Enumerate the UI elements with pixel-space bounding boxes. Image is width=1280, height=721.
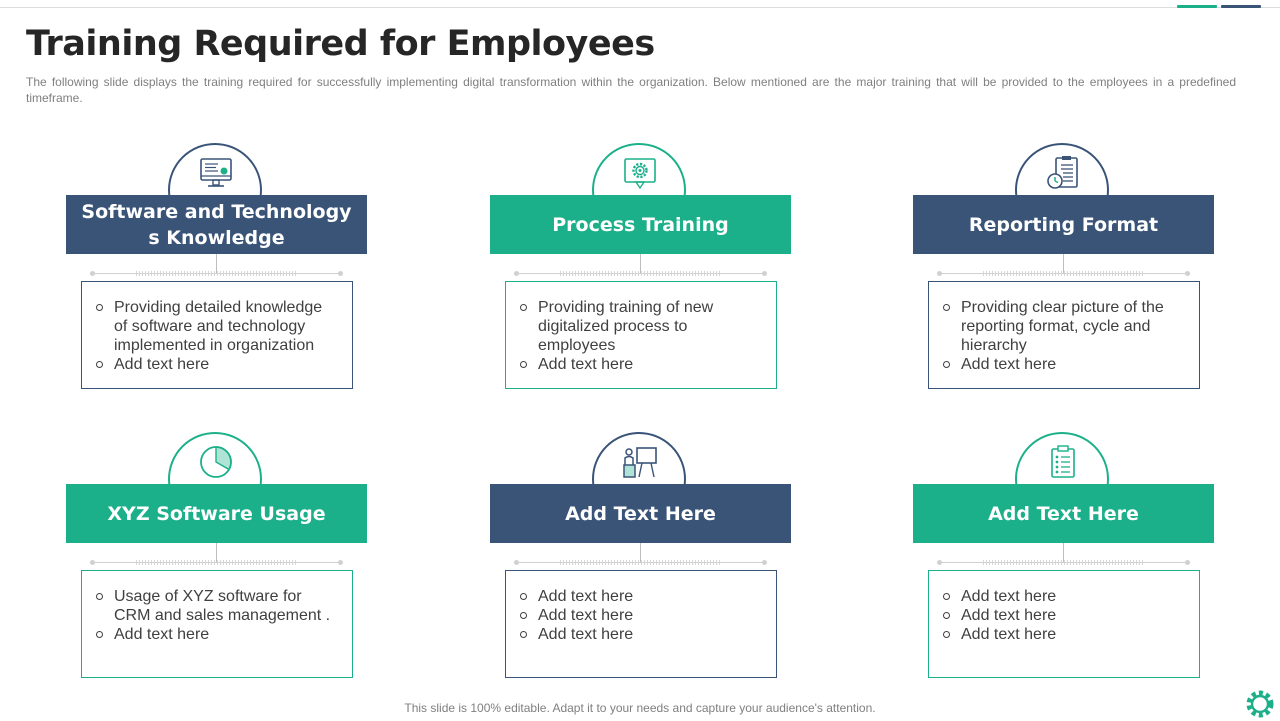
gear-icon [1243, 687, 1277, 721]
circle-bullet-icon [520, 593, 527, 600]
list-item: Add text here [520, 625, 762, 644]
circle-bullet-icon [520, 631, 527, 638]
top-accent-navy [1221, 5, 1261, 8]
bullet-list [929, 282, 1199, 374]
circle-bullet-icon [943, 612, 950, 619]
list-item: Usage of XYZ software for CRM and sales management . [96, 587, 338, 625]
divider-ruler [514, 272, 767, 275]
footer-note: This slide is 100% editable. Adapt it to your needs and capture your audience's attention. [404, 701, 876, 715]
presentation-icon [622, 444, 658, 480]
bullet-list [506, 571, 776, 644]
report-clock-icon [1045, 155, 1081, 191]
card-heading: Add Text Here [913, 484, 1214, 543]
card-details-box [928, 281, 1200, 389]
card-details-box [928, 570, 1200, 678]
circle-bullet-icon [943, 631, 950, 638]
card-heading: Process Training [490, 195, 791, 254]
training-card-process-training [490, 143, 791, 393]
list-item: Add text here [943, 606, 1185, 625]
circle-bullet-icon [520, 612, 527, 619]
list-item: Add text here [520, 355, 762, 374]
bullet-list [82, 282, 352, 374]
circle-bullet-icon [943, 361, 950, 368]
circle-bullet-icon [943, 304, 950, 311]
training-card-reporting-format [913, 143, 1214, 393]
circle-bullet-icon [520, 361, 527, 368]
circle-bullet-icon [943, 593, 950, 600]
list-item: Providing detailed knowledge of software and technology implemented in organization [96, 298, 338, 355]
clipboard-icon [1045, 444, 1081, 480]
bullet-list [82, 571, 352, 644]
bullet-list [506, 282, 776, 374]
card-details-box [505, 281, 777, 389]
card-details-box [81, 570, 353, 678]
list-item: Providing training of new digitalized process to employees [520, 298, 762, 355]
page-title: Training Required for Employees [26, 24, 655, 64]
gear-monitor-icon [622, 155, 658, 191]
training-card-xyz-software [66, 432, 367, 682]
card-heading: Add Text Here [490, 484, 791, 543]
divider-ruler [937, 272, 1190, 275]
circle-bullet-icon [96, 304, 103, 311]
circle-bullet-icon [96, 361, 103, 368]
list-item: Add text here [96, 355, 338, 374]
card-details-box [81, 281, 353, 389]
card-details-box [505, 570, 777, 678]
training-card-add-text-1 [490, 432, 791, 682]
divider-ruler [90, 272, 343, 275]
card-heading: Reporting Format [913, 195, 1214, 254]
circle-bullet-icon [520, 304, 527, 311]
divider-ruler [514, 561, 767, 564]
card-heading: Software and Technology s Knowledge [66, 195, 367, 254]
list-item: Add text here [943, 587, 1185, 606]
bullet-list [929, 571, 1199, 644]
list-item: Add text here [96, 625, 338, 644]
list-item: Add text here [520, 606, 762, 625]
list-item: Add text here [943, 625, 1185, 644]
card-heading: XYZ Software Usage [66, 484, 367, 543]
page-subtitle: The following slide displays the training required for successfully implementing digital transformation within the organization. Below mentioned are the major training that will be provided to the employees in a predefined timeframe. [26, 75, 1236, 105]
divider-ruler [937, 561, 1190, 564]
top-divider-line [0, 7, 1280, 8]
divider-ruler [90, 561, 343, 564]
training-card-software-knowledge [66, 143, 367, 393]
list-item: Add text here [520, 587, 762, 606]
circle-bullet-icon [96, 593, 103, 600]
list-item: Providing clear picture of the reporting format, cycle and hierarchy [943, 298, 1185, 355]
training-card-add-text-2 [913, 432, 1214, 682]
pie-chart-icon [198, 444, 234, 480]
list-item: Add text here [943, 355, 1185, 374]
circle-bullet-icon [96, 631, 103, 638]
top-accent-green [1177, 5, 1217, 8]
computer-icon [198, 155, 234, 191]
